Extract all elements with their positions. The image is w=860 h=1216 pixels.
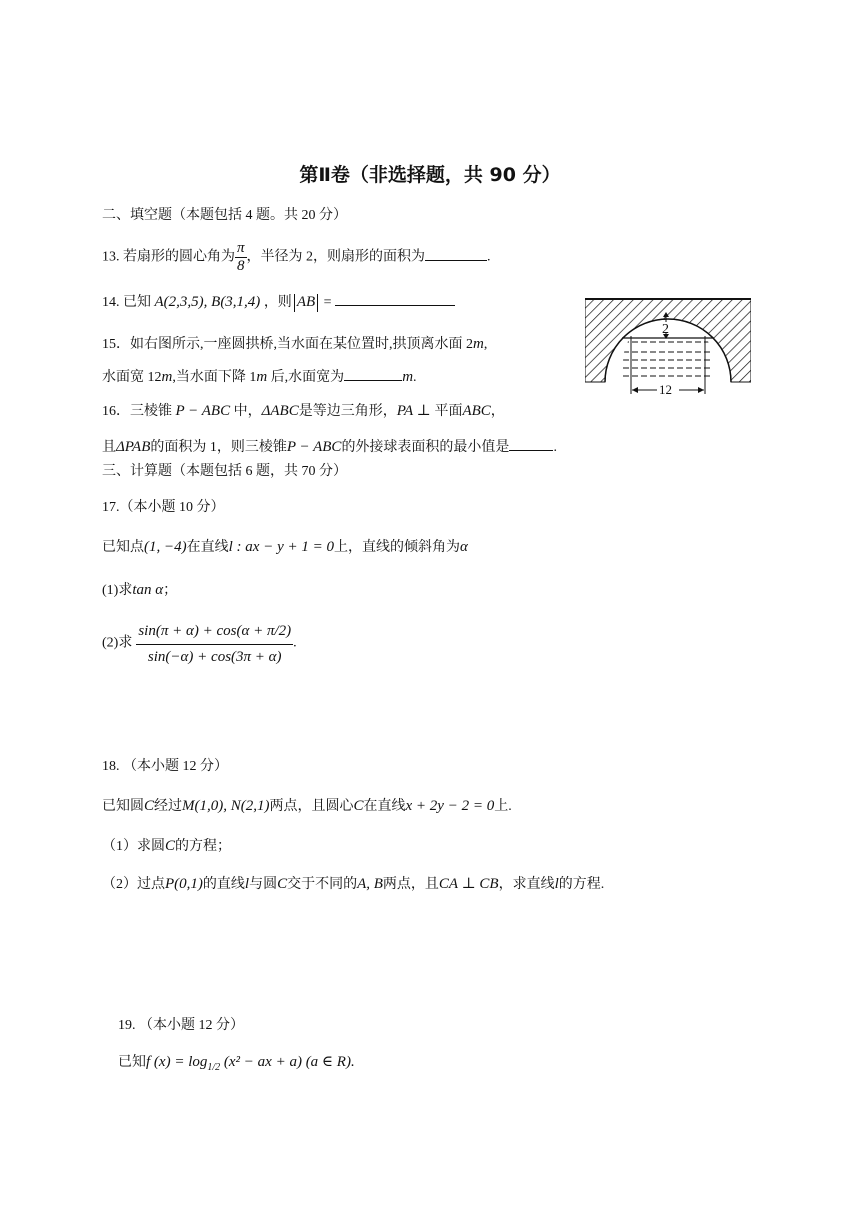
arch-height-label: 2 (662, 322, 669, 337)
answer-blank (425, 248, 487, 261)
question-18-given: 已知圆C经过M(1,0), N(2,1)两点，且圆心C在直线x + 2y − 2 = 0上. (102, 798, 512, 814)
question-17-part-1: (1)求tan α； (102, 582, 178, 598)
answer-blank (335, 293, 455, 306)
question-18-part-2: （2）过点P(0,1)的直线l与圆C交于不同的A, B两点，且CA ⊥ CB，求直线l的方程. (102, 876, 605, 892)
question-14: 14. 已知 A(2,3,5), B(3,1,4) ，则 AB = (102, 292, 455, 313)
question-17-header: 17.（本小题 10 分） (102, 500, 225, 515)
question-19-given: 已知f $(x) = \log_{1/2} (x^2$ − ax + a) (a ∈ R). (118, 1054, 355, 1073)
answer-blank (344, 368, 402, 381)
question-13: 13. 若扇形的圆心角为 $\frac{\pi}{8}$ ，半径为 2，则扇形的面积为 . (102, 240, 491, 274)
question-17-part-2: (2)求 $\frac{\sin(\pi + \alpha) + \cos(\alpha + \pi/2)}{\sin(-\alpha) + \cos(3\pi + \alpha)}$ . (102, 618, 297, 669)
water-width-label: 12 (659, 382, 672, 396)
question-18-header: 18. （本小题 12 分） (102, 759, 228, 774)
fraction-pi-over-8: $\frac{\pi}{8}$ (237, 240, 245, 274)
trig-fraction: $\frac{\sin(\pi + \alpha) + \cos(\alpha + \pi/2)}{\sin(-\alpha) + \cos(3\pi + \alpha)}$ (136, 618, 293, 669)
answer-blank (509, 438, 553, 451)
question-19-header: 19. （本小题 12 分） (118, 1018, 244, 1033)
arch-bridge-figure (585, 298, 751, 396)
question-18-part-1: （1）求圆C的方程； (102, 838, 232, 854)
question-16-line-1: 16．三棱锥 P − ABC 中，ΔABC是等边三角形，PA ⊥ 平面ABC， (102, 403, 505, 419)
question-15-line-1: 15．如右图所示,一座圆拱桥,当水面在某位置时,拱顶离水面 2m, (102, 336, 488, 352)
question-15-line-2: 水面宽 12m,当水面下降 1m 后,水面宽为 m. (102, 369, 417, 385)
question-16-line-2: 且ΔPAB的面积为 1，则三棱锥P − ABC的外接球表面积的最小值是 . (102, 439, 557, 455)
page-title: 第Ⅱ卷（非选择题，共 90 分） (299, 164, 561, 186)
section-header-fill-in: 二、填空题（本题包括 4 题。共 20 分） (102, 208, 347, 223)
question-17-given: 已知点(1, −4)在直线l : ax − y + 1 = 0上，直线的倾斜角为α (102, 539, 468, 555)
section-header-calculation: 三、计算题（本题包括 6 题，共 70 分） (102, 464, 347, 479)
